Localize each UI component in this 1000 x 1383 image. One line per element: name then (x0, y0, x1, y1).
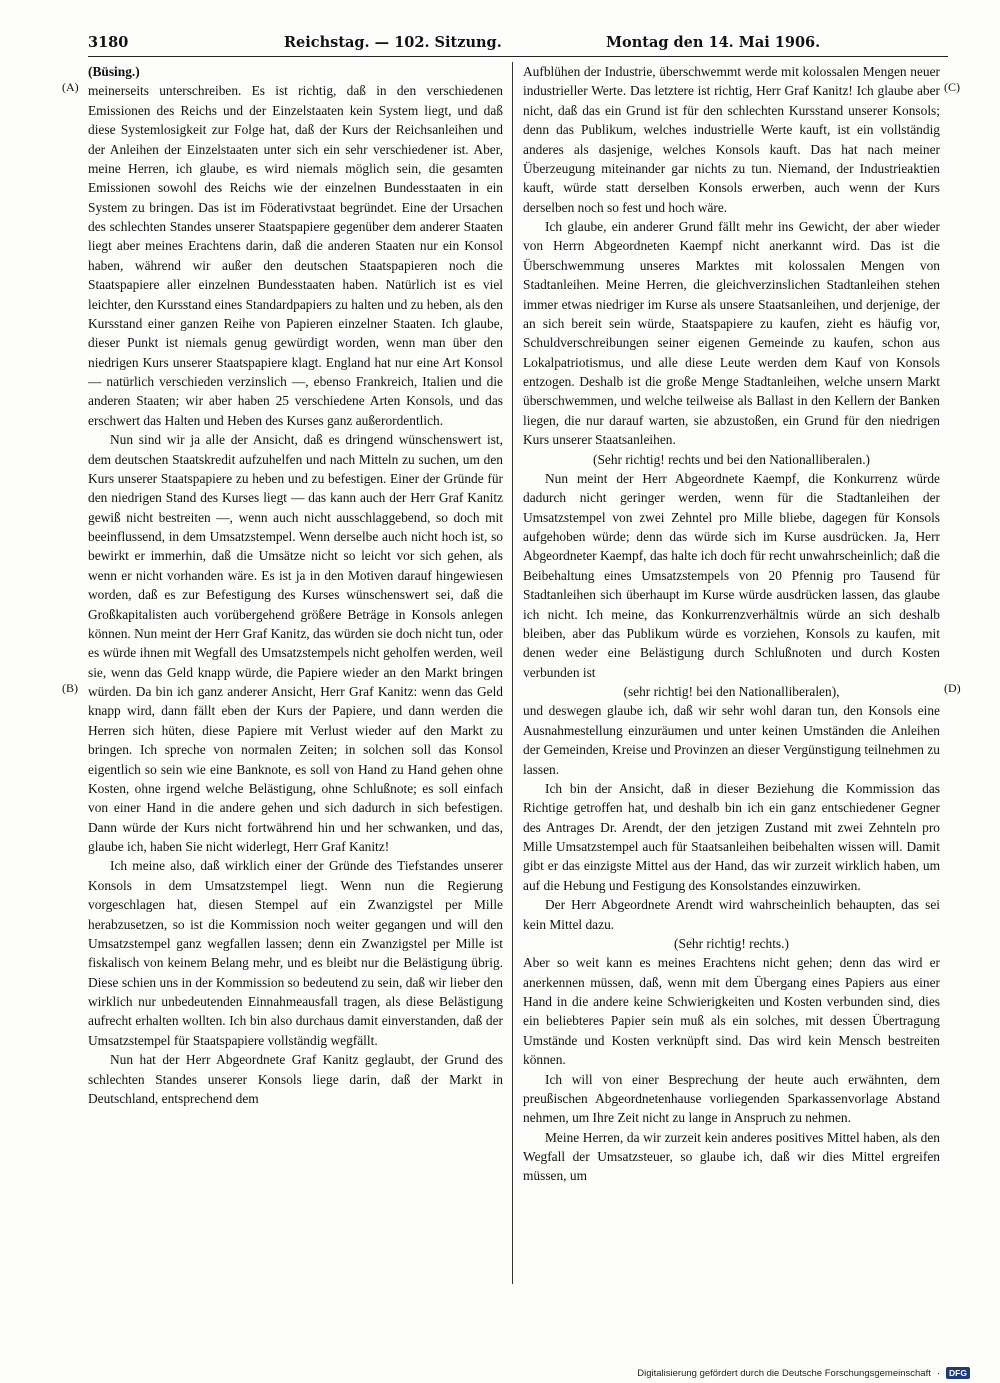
session-title: Reichstag. — 102. Sitzung. (284, 34, 502, 51)
right-column (523, 62, 940, 1186)
paragraph: Der Herr Abgeordnete Arendt wird wahrscheinlich behaupten, das sei kein Mittel dazu. (523, 897, 940, 932)
speaker-name: (Büsing.) (88, 64, 140, 79)
paragraph: Nun sind wir ja alle der Ansicht, daß es dringend wünschenswert ist, dem deutschen Staatskredit aufzuhelfen und nach Mitteln zu suchen, um den Kurs unserer Staatspapiere zu heben und zu befestigen. Einer der Gründe für den niedrigen Stand des Kurses liegt — das kann auch der Herr Graf Kanitz gewiß nicht bestreiten —, wenn auch nicht ausschlaggebend, so doch mit beeinflussend, in dem Umsatzstempel. Wenn derselbe auch nicht hoch ist, so bewirkt er immerhin, daß die Umsätze nicht so leicht vor sich gehen, als wenn er nicht vorhanden wäre. Es ist ja in den Motiven darauf hingewiesen worden, daß es zur Befestigung des Kurses wünschenswert sei, daß die Großkapitalisten auch vorübergehend größere Beträge in Konsols anlegen können. Nun meint der Herr Graf Kanitz, das würden sie doch nicht tun, oder es würde ihnen mit Wegfall des Umsatzstempels nicht geholfen werden, weil sie, wenn das Geld knapp würde, die Papiere wieder an den Markt bringen würden. Da bin ich ganz anderer Ansicht, Herr Graf Kanitz: wenn das Geld knapp wird, dann fällt eben der Kurs der Papiere, und dann werden die Herren sich hüten, diese Papiere mit Verlust wieder auf den Markt zu bringen. Ich spreche von normalen Zeiten; in solchen soll das Konsol eigentlich so sein wie eine Banknote, es soll von Hand zu Hand gehen ohne Kosten, ohne irgend welche Belästigung, ohne Schlußnote; es soll einfach von einer Hand in die andere gehen und sich dadurch in sich befestigen. Dann würde der Kurs nicht fortwährend hin und her schwanken, und das, glaube ich, haben Sie nicht widerlegt, Herr Graf Kanitz! (88, 432, 503, 854)
footer-text: Digitalisierung gefördert durch die Deutsche Forschungsgemeinschaft (637, 1367, 931, 1379)
paragraph: und deswegen glaube ich, daß wir sehr wohl daran tun, den Konsols eine Ausnahmestellung einzuräumen und unter keinen Umständen die Anleihen der Gemeinden, Kreise und Provinzen an dieser Vergünstigung teilnehmen zu lassen. (523, 703, 940, 777)
margin-marker-c: (C) (944, 80, 960, 94)
paragraph: meinerseits unterschreiben. Es ist richtig, daß in den verschiedenen Emissionen des Reichs und der Einzelstaaten kein System liegt, und daß diese Systemlosigkeit zur Folge hat, daß der Kurs der Reichsanleihen und der Anleihen der Einzelstaaten unter sich ein sehr verschiedener ist. Aber, meine Herren, ich glaube, es wird niemals möglich sein, die gesamten Emissionen sowohl des Reichs wie der einzelnen Bundesstaaten in ein System zu bringen. Das ist im Föderativstaat begründet. Eine der Ursachen des schlechten Standes unserer Staatspapiere gegenüber dem anderer Staaten liegt aber meines Erachtens darin, daß die anderen Staaten nur ein Konsol haben, während wir außer den deutschen Staatspapieren noch die Staatspapiere aller einzelnen Bundesstaaten haben. Natürlich ist es viel leichter, den Kursstand eines Standardpapiers zu halten und zu heben, als den Kursstand einer ganzen Reihe von Papieren einzelner Staaten. Ich glaube, dieser Punkt ist niemals genug gewürdigt worden, wenn man über den niedrigen Kurs unserer Staatspapiere klagt. England hat nur eine Art Konsol — natürlich verschieden verzinslich —, ebenso Frankreich, Italien und die anderen Staaten; wir aber haben 25 verschiedene Arten Konsols, und das erschwert das Halten und Heben des Kurses ganz außerordentlich. (88, 83, 503, 428)
left-column (88, 62, 503, 1108)
session-date: Montag den 14. Mai 1906. (606, 34, 821, 51)
page-number: 3180 (88, 34, 129, 51)
paragraph: Ich meine also, daß wirklich einer der Gründe des Tiefstandes unserer Konsols in dem Umsatzstempel liegt. Wenn nun die Regierung vorgeschlagen hat, diesen Stempel auf ein Zwanzigstel per Mille herabzusetzen, so ist die Kommission noch weiter gegangen und will den Umsatzstempel ganz wegfallen lassen; denn ein Zwanzigstel per Mille ist fiskalisch von keinem Belang mehr, und es bleibt nur die Belästigung übrig. Diese schien uns in der Kommission so bedeutend zu sein, daß wir lieber den wirklich nur unbedeutenden Einnahmeausfall tragen, als diese Belästigung aufrecht erhalten wollten. Ich bin also durchaus damit einverstanden, daß der Umsatzstempel für Staatspapiere vollständig wegfällt. (88, 858, 503, 1048)
margin-marker-b: (B) (62, 681, 78, 695)
paragraph: Aufblühen der Industrie, überschwemmt werde mit kolossalen Mengen neuer industrieller Werte. Das letztere ist richtig, Herr Graf Kanitz! Ich glaube aber nicht, daß das ein Grund ist für den schlechten Kursstand unserer Konsols; denn das Publikum, welches industrielle Werte kauft, ist ein vollständig anderes als dasjenige, welches Konsols kauft. Das hat nach meiner Überzeugung miteinander gar nichts zu tun. Niemand, der Industrieaktien kauft, würde statt derselben Konsols erwerben, auch wenn der Kurs derselben noch so fest und hoch wäre. (523, 64, 940, 215)
column-divider (512, 62, 513, 1284)
paragraph: Ich glaube, ein anderer Grund fällt mehr ins Gewicht, der aber wieder von Herrn Abgeordneten Kaempf nicht anerkannt wird. Das ist die Überschwemmung unseres Marktes mit kolossalen Mengen von Stadtanleihen. Meine Herren, die gleichverzinslichen Stadtanleihen stehen immer etwas niedriger im Kurse als unsere Staatsanleihen, und derjenige, der an sich bereit sein würde, Staatspapiere zu kaufen, zieht es häufig vor, Schuldverschreibungen seiner eigenen Gemeinde zu kaufen, schon aus Lokalpatriotismus, und alle diese Leute werden dem Kauf von Konsols entzogen. Deshalb ist die große Menge Stadtanleihen, welche unsern Markt überschwemmen, und welche teilweise als Ballast in den Kellern der Banken liegen, die nur darauf warten, sie abzustoßen, ein Grund für den niedrigen Kurs unserer Staatsanleihen. (523, 219, 940, 448)
interjection: (Sehr richtig! rechts und bei den Nationalliberalen.) (592, 451, 870, 467)
dfg-logo: DFG (946, 1367, 970, 1379)
paragraph: Aber so weit kann es meines Erachtens nicht gehen; denn das wird er anerkennen müssen, daß, wenn mit dem Übergang eines Papiers aus einer Hand in die andere keine Schwierigkeiten und Kosten verbunden sind, dies ein beliebteres Papier sein muß als ein solches, mit dessen Übertragung Umstände und Kosten verknüpft sind. Das wird kein Mensch bestreiten können. (523, 955, 940, 1068)
margin-marker-d: (D) (944, 681, 961, 695)
digitization-footer: Digitalisierung gefördert durch die Deutsche Forschungsgemeinschaft · DFG (637, 1366, 970, 1380)
interjection: (sehr richtig! bei den Nationalliberalen), (623, 684, 840, 699)
paragraph: Nun meint der Herr Abgeordnete Kaempf, die Konkurrenz würde dadurch nicht geringer werden, wenn für die Stadtanleihen der Umsatzstempel von zwei Zehntel pro Mille bliebe, dagegen für Konsols aufgehoben würde; denn das würde sich im Kurse ausdrücken. Ja, Herr Abgeordneter Kaempf, das halte ich doch für recht unwahrscheinlich; daß die Beibehaltung eines Umsatzstempels von 20 Pfennig pro Tausend für Stadtanleihen sich überhaupt im Kurse würde ausdrücken lassen, das glaube ich nicht. Ich meine, das Konkurrenzverhältnis würde an sich deshalb bleiben, aber das Publikum würde es vorziehen, Konsols zu kaufen, mit denen weder eine Belästigung durch Schlußnoten und durch Kosten verbunden ist (523, 470, 940, 680)
margin-marker-a: (A) (62, 80, 79, 94)
page-header (88, 34, 948, 57)
paragraph: Ich will von einer Besprechung der heute auch erwähnten, dem preußischen Abgeordnetenhause vorliegenden Sparkassenvorlage Abstand nehmen, um Ihre Zeit nicht zu lange in Anspruch zu nehmen. (523, 1071, 940, 1126)
paragraph: Ich bin der Ansicht, daß in dieser Beziehung die Kommission das Richtige getroffen hat, und deshalb bin ich ein ganz entschiedener Gegner des Antrages Dr. Arendt, der den jetzigen Zustand mit zwei Zehnteln pro Mille Umsatzstempel auch für Staatsanleihen beibehalten wissen will. Damit gibt er das einzigste Mittel aus der Hand, das wir zurzeit wirklich haben, um auf die Hebung und Festigung des Konsolstandes einzuwirken. (523, 780, 940, 893)
interjection: (Sehr richtig! rechts.) (674, 935, 789, 951)
paragraph: Meine Herren, da wir zurzeit kein anderes positives Mittel haben, als den Wegfall der Umsatzsteuer, so glaube ich, daß wir dies Mittel ergreifen müssen, um (523, 1129, 940, 1184)
paragraph: Nun hat der Herr Abgeordnete Graf Kanitz geglaubt, der Grund des schlechten Standes unserer Konsols liege darin, daß der Markt in Deutschland, entsprechend dem (88, 1052, 503, 1106)
